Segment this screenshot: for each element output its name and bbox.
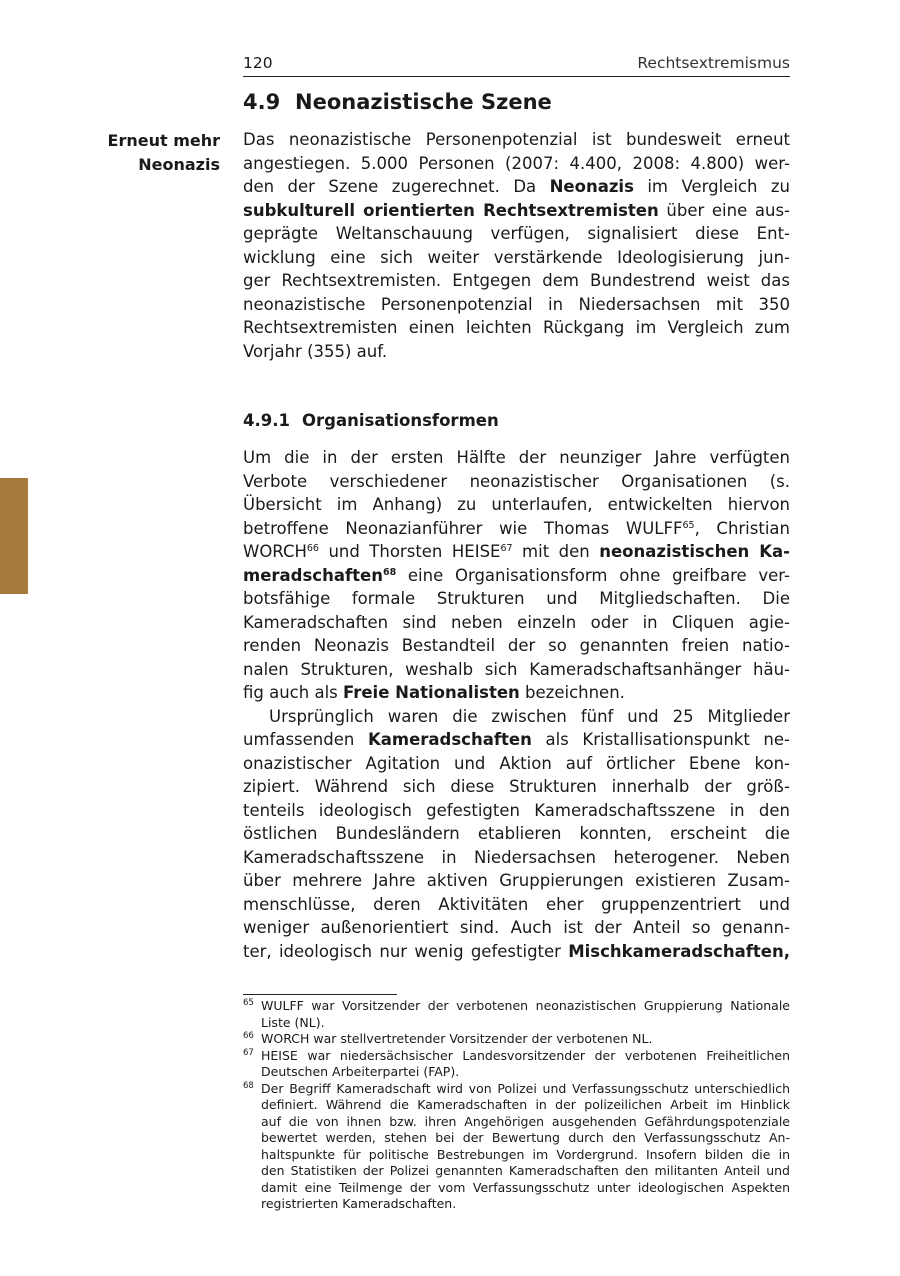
text-line: neonazistische Personenpotenzial in Niedersachsen mit 350: [243, 294, 790, 314]
bold-term: Mischkameradschaften,: [568, 941, 790, 961]
text-line: fig auch als Freie Nationalisten bezeichnen.: [243, 683, 625, 702]
footnote-line: Der Begriff Kameradschaft wird von Polizei und Verfassungsschutz unterschiedlich: [261, 1080, 790, 1096]
subsection-number: 4.9.1: [243, 411, 290, 430]
text-line: Verbote verschiedener neonazistischer Organisationen (s.: [243, 471, 790, 491]
text-line: subkulturell orientierten Rechtsextremisten über eine aus-: [243, 200, 790, 220]
running-header: [243, 52, 790, 77]
bold-term: Freie Nationalisten: [343, 683, 520, 702]
paragraph-organisationsformen: [243, 446, 790, 705]
footnote-mark: 65: [243, 998, 254, 1008]
footnote-line: WULFF war Vorsitzender der verbotenen neonazistischen Gruppierung Nationale: [261, 998, 790, 1013]
footnote-ref: 67: [500, 543, 513, 554]
footnote-line: Liste (NL).: [261, 1014, 325, 1030]
footnote-line: definiert. Während die Kameradschaften in der polizeilichen Arbeit im Hinblick: [261, 1097, 790, 1112]
text-line: geprägte Weltanschauung verfügen, signalisiert diese Ent-: [243, 224, 790, 243]
footnote-ref: 65: [682, 519, 695, 531]
footnote-ref: 66: [306, 543, 319, 554]
section-title: Neonazistische Szene: [295, 90, 552, 114]
footnote-ref: 68: [382, 566, 397, 578]
subsection-title: Organisationsformen: [302, 411, 499, 430]
bold-term: Kameradschaften: [367, 730, 532, 749]
footnote-divider: [243, 994, 397, 995]
text-line: Das neonazistische Personenpotenzial ist bundesweit erneut: [243, 130, 790, 149]
text-line: nalen Strukturen, weshalb sich Kameradschaftsanhänger häu-: [243, 659, 790, 679]
footnote-line: Deutschen Arbeiterpartei (FAP).: [261, 1064, 460, 1079]
footnote-68: [243, 1081, 790, 1213]
text-line: betroffene Neonazianführer wie Thomas WULFF$^{65}$, Christian: [243, 518, 790, 538]
text-line: Vorjahr (355) auf.: [243, 341, 388, 361]
bold-term: meradschaften: [243, 565, 383, 585]
footnote-65: [243, 998, 790, 1031]
text-line: den der Szene zugerechnet. Da Neonazis im Vergleich zu: [243, 177, 790, 196]
paragraph-kameradschaften: [243, 705, 790, 964]
footnote-line: WORCH war stellvertretender Vorsitzender der verbotenen NL.: [261, 1031, 653, 1046]
footnote-67: [243, 1048, 790, 1081]
text-line: meradschaften$^{68}$ eine Organisationsform ohne greifbare ver-: [243, 565, 790, 585]
footnote-mark: 68: [243, 1080, 254, 1091]
text-line: Ursprünglich waren die zwischen fünf und 25 Mitglieder: [269, 706, 790, 726]
text-line: über mehrere Jahre aktiven Gruppierungen existieren Zusam-: [243, 871, 790, 890]
footnotes: [243, 998, 790, 1213]
text-line: Um die in der ersten Hälfte der neunziger Jahre verfügten: [243, 448, 790, 467]
page-number: 120: [243, 54, 273, 72]
text-line: umfassenden Kameradschaften als Kristallisationspunkt ne-: [243, 730, 790, 749]
text-line: Übersicht im Anhang) zu unterlaufen, entwickelten hiervon: [243, 495, 790, 514]
text-line: ter, ideologisch nur wenig gefestigter Mischkameradschaften,: [243, 941, 790, 961]
footnote-line: den Statistiken der Polizei genannten Kameradschaften den militanten Anteil und: [261, 1163, 790, 1178]
bold-term: neonazistischen Ka-: [599, 542, 791, 561]
paragraph-neonazi-potential: [243, 128, 790, 363]
footnote-66: [243, 1031, 790, 1048]
text-line: Rechtsextremisten einen leichten Rückgang im Vergleich zum: [243, 318, 790, 337]
section-heading: [243, 88, 552, 116]
bold-term: subkulturell orientierten Rechtsextremisten: [243, 200, 659, 220]
running-title: Rechtsextremismus: [637, 54, 790, 72]
text-line: ger Rechtsextremisten. Entgegen dem Bundestrend weist das: [243, 271, 790, 290]
text-line: botsfähige formale Strukturen und Mitgliedschaften. Die: [243, 589, 790, 608]
text-line: menschlüsse, deren Aktivitäten eher gruppenzentriert und: [243, 894, 790, 914]
text-line: zipiert. Während sich diese Strukturen innerhalb der größ-: [243, 777, 790, 796]
footnote-line: haltspunkte für politische Bestrebungen im Vordergrund. Insofern bilden die in: [261, 1146, 790, 1162]
text-line: renden Neonazis Bestandteil der so genannten freien natio-: [243, 636, 790, 655]
text-line: Kameradschaftsszene in Niedersachsen heterogener. Neben: [243, 847, 790, 867]
text-line: WORCH$^{66}$ und Thorsten HEISE$^{67}$ mit den neonazistischen Ka-: [243, 542, 791, 561]
text-line: weniger außenorientiert sind. Auch ist der Anteil so genann-: [243, 918, 790, 937]
chapter-tab-marker: [0, 478, 28, 594]
margin-note: [40, 129, 220, 176]
text-line: onazistischer Agitation und Aktion auf örtlicher Ebene kon-: [243, 753, 790, 773]
subsection-heading: [243, 410, 499, 432]
text-line: angestiegen. 5.000 Personen (2007: 4.400, 2008: 4.800) wer-: [243, 153, 790, 173]
footnote-line: damit eine Teilmenge der vom Verfassungsschutz unter ideologischen Aspekten: [261, 1179, 790, 1195]
text-line: Kameradschaften sind neben einzeln oder in Cliquen agie-: [243, 612, 790, 632]
text-line: tenteils ideologisch gefestigten Kameradschaftsszene in den: [243, 800, 790, 820]
text-line: östlichen Bundesländern etablieren konnten, erscheint die: [243, 824, 790, 843]
footnote-line: HEISE war niedersächsischer Landesvorsitzender der verbotenen Freiheitlichen: [261, 1047, 790, 1063]
section-number: 4.9: [243, 90, 281, 114]
footnote-mark: 67: [243, 1047, 254, 1058]
footnote-mark: 66: [243, 1031, 254, 1041]
section-body: [243, 446, 790, 963]
margin-note-line: Neonazis: [138, 154, 220, 174]
bold-term: Neonazis: [549, 177, 634, 196]
footnote-line: auf die von ihnen bzw. ihren Angehörigen ausgehenden Gefährdungspotenziale: [261, 1113, 790, 1129]
margin-note-line: Erneut mehr: [107, 131, 220, 150]
footnote-line: bewertet werden, stehen bei der Bewertung durch den Verfassungsschutz An-: [261, 1130, 790, 1145]
text-line: wicklung eine sich weiter verstärkende Ideologisierung jun-: [243, 247, 790, 267]
footnote-line: registrierten Kameradschaften.: [261, 1196, 457, 1211]
